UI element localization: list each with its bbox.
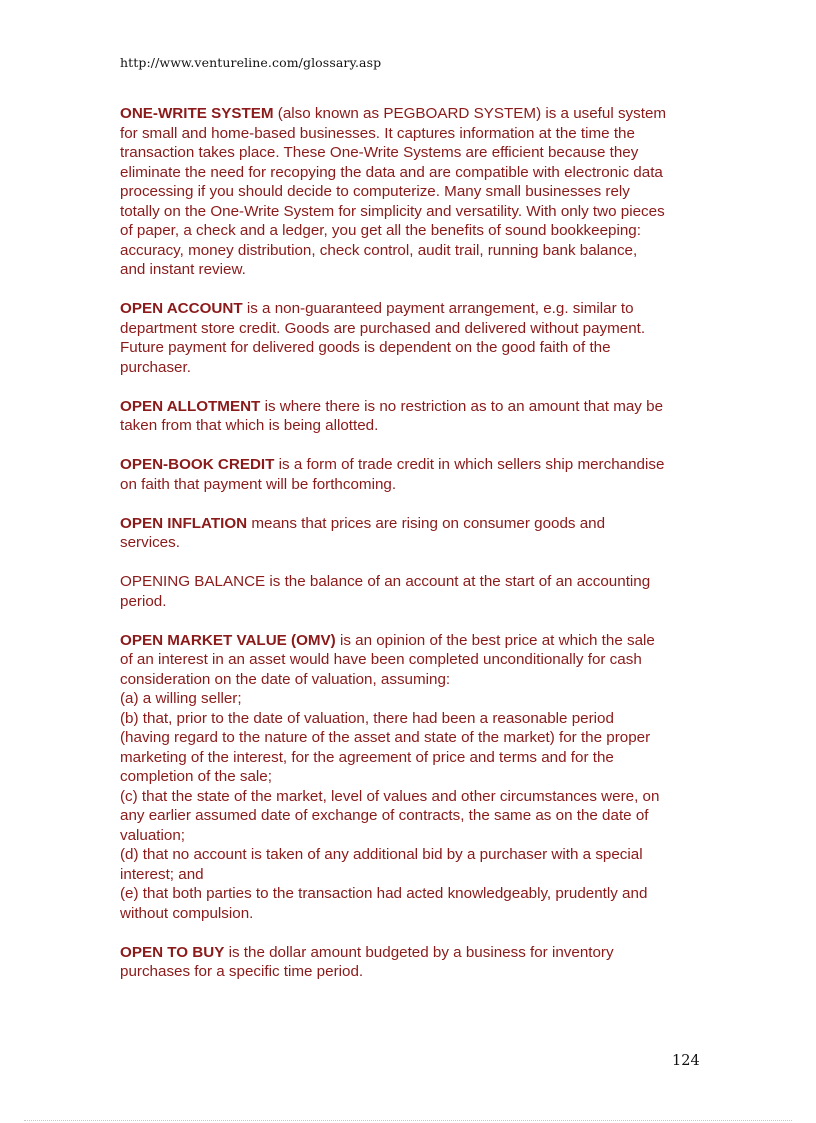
entry-line xyxy=(120,728,702,748)
definition-text: is a non-guaranteed payment arrangement, e.g. similar to xyxy=(242,300,634,317)
entry-line xyxy=(120,475,702,495)
entry-line xyxy=(120,241,702,261)
definition-text: department store credit. Goods are purchased and delivered without payment. xyxy=(120,319,646,337)
definition-text: purchaser. xyxy=(120,358,191,376)
definition-text: services. xyxy=(120,534,180,551)
definition-text: (d) that no account is taken of any additional bid by a purchaser with a special xyxy=(120,846,643,863)
definition-text: for small and home-based businesses. It captures information at the time the xyxy=(120,124,635,142)
page-number: 124 xyxy=(672,1053,700,1069)
entry-line xyxy=(120,962,702,982)
definition-text: (a) a willing seller; xyxy=(120,690,242,707)
entry-line xyxy=(120,104,702,124)
glossary-term: OPEN INFLATION xyxy=(120,514,248,532)
definition-text: is where there is no restriction as to an amount that may be xyxy=(260,397,664,415)
glossary-term: ONE-WRITE SYSTEM xyxy=(120,105,274,122)
definition-text: is the balance of an account at the start of an accounting xyxy=(265,573,651,590)
definition-text: marketing of the interest, for the agreement of price and terms and for the xyxy=(120,748,614,766)
entry-line xyxy=(120,572,702,592)
definition-text: means that prices are rising on consumer goods and xyxy=(247,514,606,532)
entry-line xyxy=(120,533,702,553)
definition-text: taken from that which is being allotted. xyxy=(120,417,379,434)
entry-line xyxy=(120,299,702,319)
entry-line xyxy=(120,202,702,222)
entry-line xyxy=(120,806,702,826)
entry-line xyxy=(120,592,702,612)
definition-text: transaction takes place. These One-Write Systems are efficient because they xyxy=(120,144,639,161)
definition-text: valuation; xyxy=(120,826,186,844)
glossary-term: OPEN ACCOUNT xyxy=(120,300,243,317)
entry-line xyxy=(120,904,702,924)
entry-line xyxy=(120,865,702,885)
entry-line xyxy=(120,182,702,202)
definition-text: of an interest in an asset would have been completed unconditionally for cash xyxy=(120,651,642,668)
glossary-term: OPEN-BOOK CREDIT xyxy=(120,456,275,473)
definition-text: period. xyxy=(120,592,167,610)
entry-line xyxy=(120,787,702,807)
entry-line xyxy=(120,826,702,846)
glossary-entry xyxy=(120,631,702,924)
entry-line xyxy=(120,124,702,144)
definition-text: interest; and xyxy=(120,865,204,883)
definition-text: and instant review. xyxy=(120,261,246,278)
entry-line xyxy=(120,884,702,904)
glossary-entry xyxy=(120,104,702,280)
definition-text: (c) that the state of the market, level of values and other circumstances were, on xyxy=(120,787,660,805)
entry-line xyxy=(120,163,702,183)
glossary-term: OPENING BALANCE xyxy=(120,573,266,590)
definition-text: consideration on the date of valuation, assuming: xyxy=(120,670,451,688)
entry-line xyxy=(120,514,702,534)
glossary-entry xyxy=(120,514,702,553)
page-bottom-divider xyxy=(24,1120,792,1121)
glossary-entry xyxy=(120,455,702,494)
entry-line xyxy=(120,260,702,280)
definition-text: is an opinion of the best price at which the sale xyxy=(335,631,655,649)
definition-text: (e) that both parties to the transaction had acted knowledgeably, prudently and xyxy=(120,885,648,902)
glossary-term: OPEN MARKET VALUE (OMV) xyxy=(120,631,336,649)
entry-line xyxy=(120,689,702,709)
definition-text: (also known as PEGBOARD SYSTEM) is a useful system xyxy=(273,105,667,122)
entry-line xyxy=(120,319,702,339)
definition-text: eliminate the need for recopying the data and are compatible with electronic data xyxy=(120,163,663,181)
definition-text: is the dollar amount budgeted by a business for inventory xyxy=(224,943,614,961)
entry-line xyxy=(120,748,702,768)
glossary-content xyxy=(120,104,702,1001)
entry-line xyxy=(120,709,702,729)
definition-text: (b) that, prior to the date of valuation, there had been a reasonable period xyxy=(120,709,614,727)
glossary-entry xyxy=(120,572,702,611)
glossary-term: OPEN ALLOTMENT xyxy=(120,397,261,415)
entry-line xyxy=(120,221,702,241)
entry-line xyxy=(120,670,702,690)
entry-line xyxy=(120,455,702,475)
entry-line xyxy=(120,767,702,787)
entry-line xyxy=(120,845,702,865)
definition-text: (having regard to the nature of the asset and state of the market) for the proper xyxy=(120,729,651,746)
glossary-entry xyxy=(120,943,702,982)
entry-line xyxy=(120,650,702,670)
definition-text: of paper, a check and a ledger, you get all the benefits of sound bookkeeping: xyxy=(120,222,641,239)
header-url: http://www.ventureline.com/glossary.asp xyxy=(120,55,382,70)
glossary-term: OPEN TO BUY xyxy=(120,943,225,961)
glossary-entry xyxy=(120,397,702,436)
definition-text: completion of the sale; xyxy=(120,768,272,785)
definition-text: any earlier assumed date of exchange of contracts, the same as on the date of xyxy=(120,807,649,824)
definition-text: totally on the One-Write System for simplicity and versatility. With only two pieces xyxy=(120,202,665,220)
definition-text: accuracy, money distribution, check control, audit trail, running bank balance, xyxy=(120,241,638,259)
definition-text: without compulsion. xyxy=(120,904,254,922)
definition-text: on faith that payment will be forthcoming. xyxy=(120,475,397,493)
glossary-entry xyxy=(120,299,702,377)
entry-line xyxy=(120,631,702,651)
definition-text: Future payment for delivered goods is dependent on the good faith of the xyxy=(120,339,611,356)
entry-line xyxy=(120,143,702,163)
entry-line xyxy=(120,358,702,378)
definition-text: is a form of trade credit in which sellers ship merchandise xyxy=(274,456,665,473)
entry-line xyxy=(120,943,702,963)
entry-line xyxy=(120,397,702,417)
definition-text: purchases for a specific time period. xyxy=(120,963,364,980)
definition-text: processing if you should decide to computerize. Many small businesses rely xyxy=(120,183,630,200)
entry-line xyxy=(120,416,702,436)
entry-line xyxy=(120,338,702,358)
